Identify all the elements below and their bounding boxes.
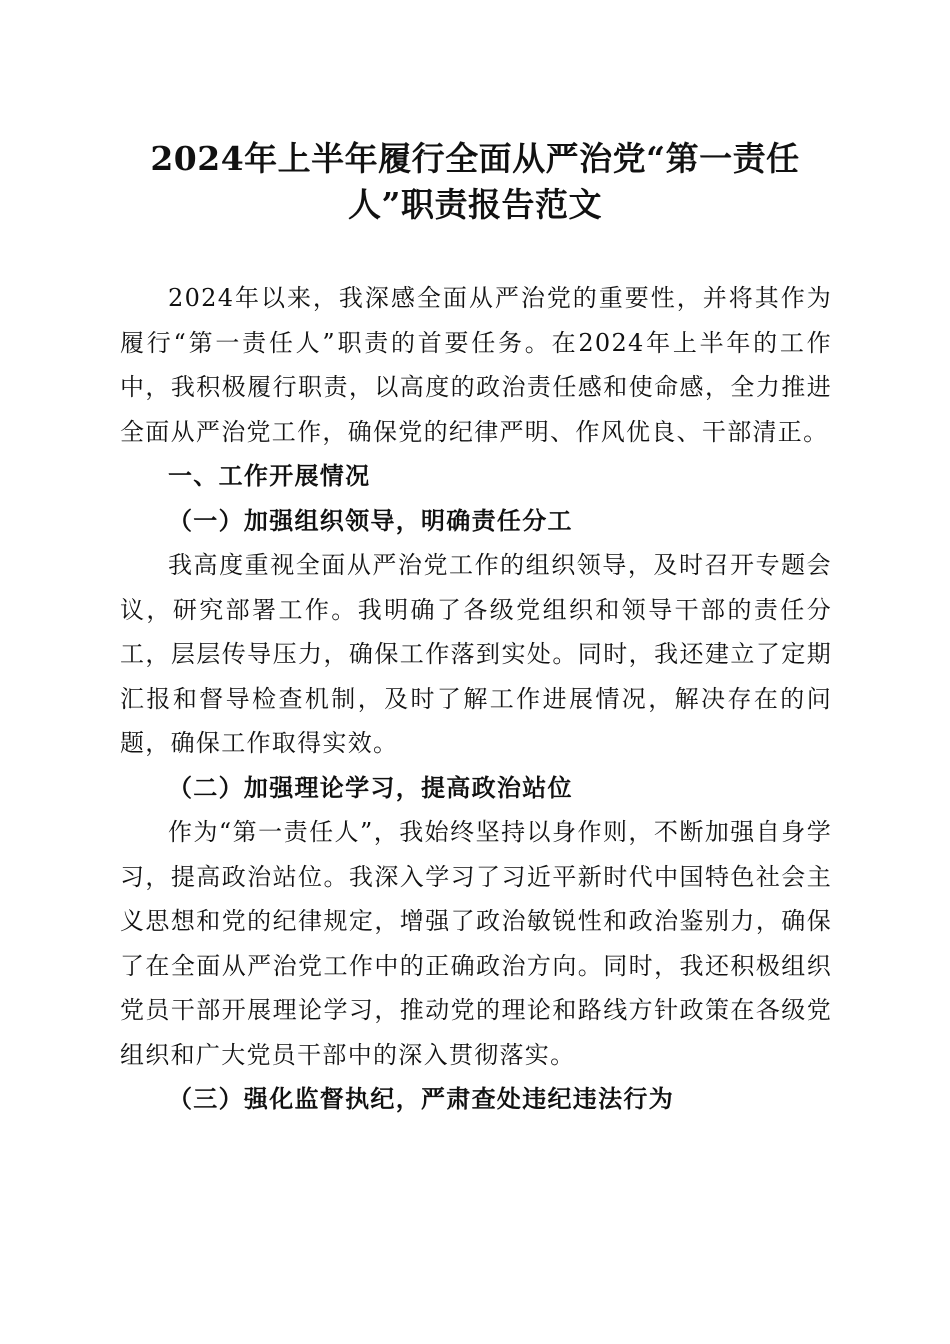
- subsection-paragraph-1: 我高度重视全面从严治党工作的组织领导，及时召开专题会议，研究部署工作。我明确了各级党组织和领导干部的责任分工，层层传导压力，确保工作落到实处。同时，我还建立了定期汇报和督导检查机制，及时了解工作进展情况，解决存在的问题，确保工作取得实效。: [120, 551, 832, 757]
- intro-paragraph: 2024年以来，我深感全面从严治党的重要性，并将其作为履行“第一责任人”职责的首要任务。在2024年上半年的工作中，我积极履行职责，以高度的政治责任感和使命感，全力推进全面从严治党工作，确保党的纪律严明、作风优良、干部清正。: [120, 284, 832, 446]
- section-heading-work-status: 一、工作开展情况: [168, 462, 371, 490]
- subsection-paragraph-2: 作为“第一责任人”，我始终坚持以身作则，不断加强自身学习，提高政治站位。我深入学习了习近平新时代中国特色社会主义思想和党的纪律规定，增强了政治敏锐性和政治鉴别力，确保了在全面从严治党工作中的正确政治方向。同时，我还积极组织党员干部开展理论学习，推动党的理论和路线方针政策在各级党组织和广大党员干部中的深入贯彻落实。: [120, 818, 832, 1069]
- document-title: 2024年上半年履行全面从严治党“第一责任人”职责报告范文: [150, 139, 800, 224]
- subsection-heading-1: （一）加强组织领导，明确责任分工: [168, 505, 573, 535]
- document-body: [120, 276, 832, 1122]
- subsection-heading-3: （三）强化监督执纪，严肃查处违纪违法行为: [168, 1084, 674, 1113]
- subsection-heading-2: （二）加强理论学习，提高政治站位: [168, 772, 573, 802]
